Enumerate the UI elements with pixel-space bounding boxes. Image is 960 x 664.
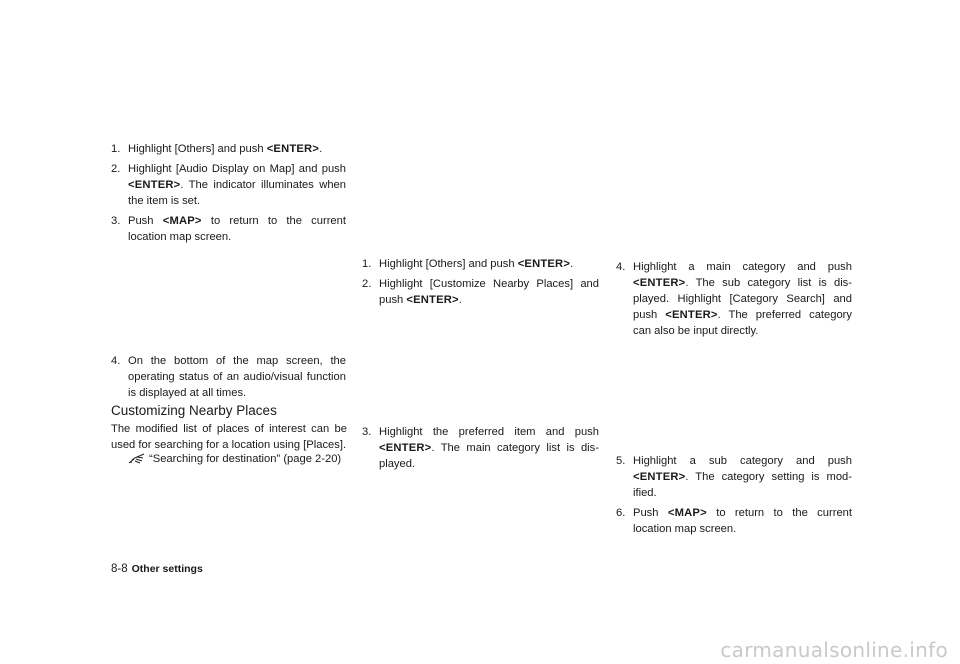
map-key-label: <MAP> <box>667 507 707 519</box>
step-text: . The category setting is mod-ified. <box>633 471 852 499</box>
enter-key-label: <ENTER> <box>266 143 320 155</box>
reference-text[interactable]: “Searching for destination” (page 2-20) <box>149 453 342 465</box>
step-number: 6. <box>616 507 626 519</box>
page-footer <box>111 561 203 577</box>
enter-key-label: <ENTER> <box>633 277 686 289</box>
map-key-label: <MAP> <box>162 215 202 227</box>
step-number: 1. <box>111 143 121 155</box>
left-step-3 <box>111 213 346 245</box>
page-number: 8-8 <box>111 563 128 575</box>
step-text: Highlight [Others] and push <box>128 143 267 155</box>
section-paragraph: The modified list of places of interest can be used for searching for a location using [Places]. <box>111 423 347 451</box>
right-steps-5-6 <box>616 453 852 541</box>
step-text: Highlight the preferred item and push <box>379 426 599 438</box>
enter-key-label: <ENTER> <box>517 258 571 270</box>
left-steps-1-3 <box>111 141 346 249</box>
step-text: Push <box>128 215 163 227</box>
left-step-1 <box>111 141 346 157</box>
left-step-2 <box>111 161 346 209</box>
right-step-5 <box>616 453 852 501</box>
middle-steps-1-2 <box>362 256 599 312</box>
step-number: 4. <box>111 355 121 367</box>
middle-step-3-block <box>362 424 599 476</box>
step-text: Highlight a sub category and push <box>633 455 852 467</box>
step-text: Highlight [Audio Display on Map] and push <box>128 163 346 175</box>
step-text: On the bottom of the map screen, the operating status of an audio/visual function is displayed at all times. <box>128 355 346 399</box>
enter-key-label: <ENTER> <box>128 179 181 191</box>
step-number: 1. <box>362 258 372 270</box>
step-text: to return to the current location map screen. <box>633 507 852 535</box>
step-text: Push <box>633 507 668 519</box>
step-text: Highlight [Customize Nearby Places] and push <box>379 278 599 306</box>
enter-key-label: <ENTER> <box>406 294 459 306</box>
left-step-4-block <box>111 353 346 405</box>
section-heading: Customizing Nearby Places <box>111 403 277 418</box>
middle-step-1 <box>362 256 599 272</box>
step-text: Highlight a main category and push <box>633 261 852 273</box>
step-number: 2. <box>111 163 121 175</box>
step-text: . The indicator illuminates when the item is set. <box>128 179 346 207</box>
step-text: . <box>458 294 462 306</box>
enter-key-label: <ENTER> <box>633 471 686 483</box>
step-number: 4. <box>616 261 626 273</box>
enter-key-label: <ENTER> <box>665 309 718 321</box>
right-step-4 <box>616 259 852 339</box>
step-number: 5. <box>616 455 626 467</box>
middle-step-3 <box>362 424 599 472</box>
step-text: . The sub category list is dis-played. Highlight [Category Search] and push <box>633 277 852 321</box>
enter-key-label: <ENTER> <box>379 442 432 454</box>
cross-reference[interactable] <box>128 451 341 467</box>
right-step-6 <box>616 505 852 537</box>
step-text: . The main category list is dis-played. <box>379 442 599 470</box>
step-number: 2. <box>362 278 372 290</box>
section-title: Other settings <box>131 563 203 575</box>
middle-step-2 <box>362 276 599 308</box>
step-number: 3. <box>111 215 121 227</box>
step-text: . <box>570 258 574 270</box>
step-text: Highlight [Others] and push <box>379 258 518 270</box>
step-number: 3. <box>362 426 372 438</box>
step-text: to return to the current location map screen. <box>128 215 346 243</box>
right-step-4-block <box>616 259 852 343</box>
reference-icon <box>128 452 146 464</box>
step-text: . The preferred category can also be input directly. <box>633 309 853 337</box>
step-text: . <box>319 143 323 155</box>
watermark: carmanualsonline.info <box>720 638 948 662</box>
left-step-4 <box>111 353 346 401</box>
